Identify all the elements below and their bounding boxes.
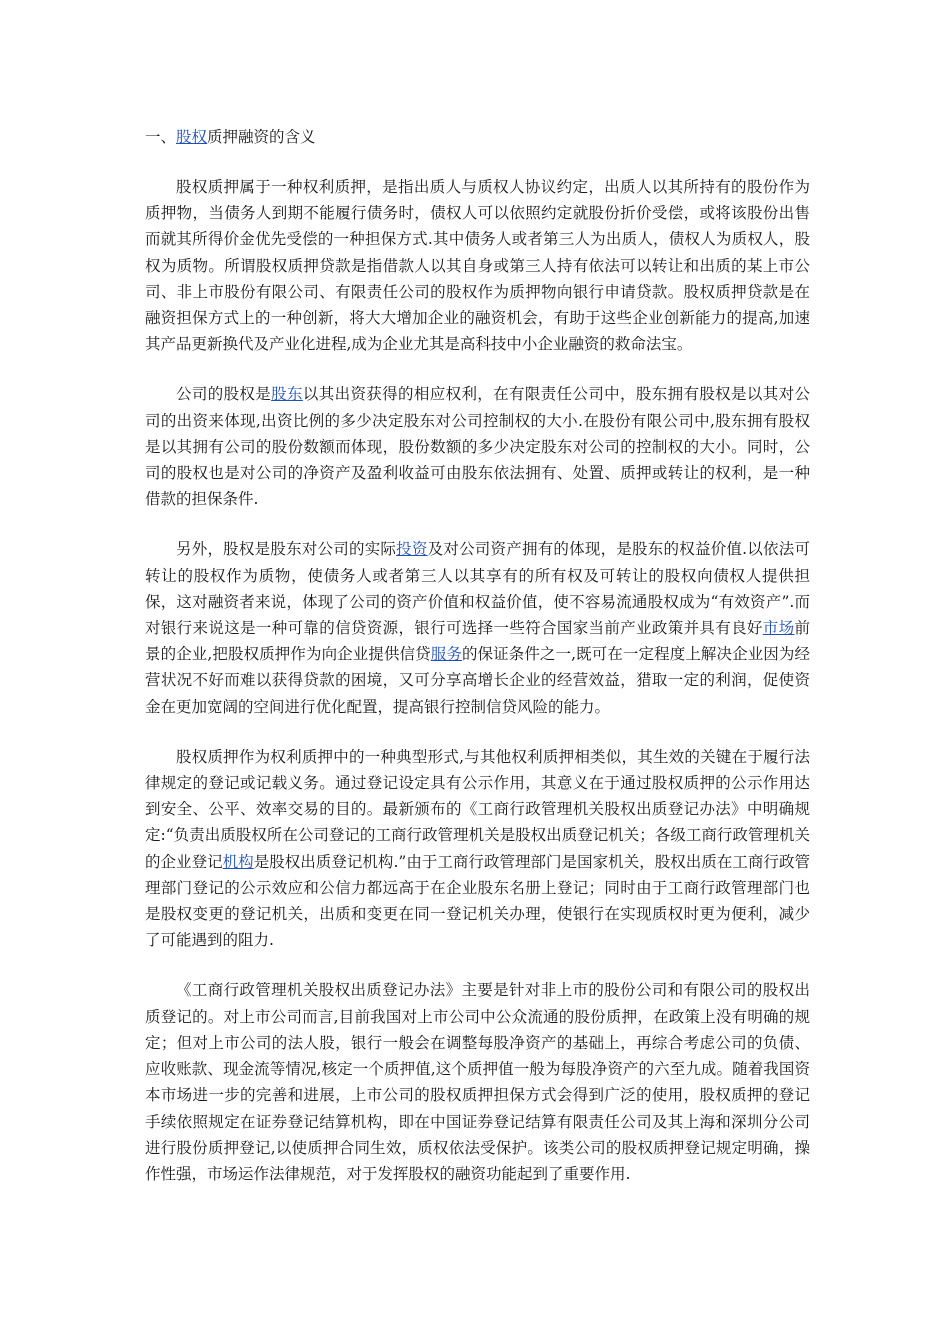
heading-suffix: 质押融资的含义 [207, 128, 316, 146]
paragraph-text: 股权质押作为权利质押中的一种典型形式,与其他权利质押相类似，其生效的关键在于履行法律规定的登记或记载义务。通过登记设定具有公示作用，其意义在于通过股权质押的公示作用达到安全、公平、效率交易的目的。最新颁布的《工商行政管理机关股权出质登记办法》中明确规定:“负责出质股权所在公司登记的工商行政管理机关是股权出质登记机关；各级工商行政管理机关的企业登记 [145, 747, 810, 871]
body-paragraph [145, 744, 810, 954]
inline-link[interactable]: 市场 [762, 619, 795, 638]
paragraph-text: 是股权出质登记机构.”由于工商行政管理部门是国家机关，股权出质在工商行政管理部门登记的公示效应和公信力都远高于在企业股东名册上登记；同时由于工商行政管理部门也是股权变更的登记机关，出质和变更在同一登记机关办理，使银行在实现质权时更为便利，减少了可能遇到的阻力. [145, 852, 810, 950]
paragraph-text: 股权质押属于一种权利质押，是指出质人与质权人协议约定，出质人以其所持有的股份作为质押物，当债务人到期不能履行债务时，债权人可以依照约定就股份折价受偿，或将该股份出售而就其所得价金优先受偿的一种担保方式.其中债务人或者第三人为出质人，债权人为质权人，股权为质物。所谓股权质押贷款是指借款人以其自身或第三人持有依法可以转让和出质的某上市公司、非上市股份有限公司、有限责任公司的股权作为质押物向银行申请贷款。股权质押贷款是在融资担保方式上的一种创新，将大大增加企业的融资机会，有助于这些企业创新能力的提高,加速其产品更新换代及产业化进程,成为企业尤其是高科技中小企业融资的救命法宝。 [145, 178, 810, 354]
paragraph-text: 前景的企业,把股权质押作为向企业提供信贷 [145, 619, 810, 664]
paragraph-text: 的保证条件之一,既可在一定程度上解决企业因为经营状况不好而难以获得贷款的困境，又可分享高增长企业的经营效益，猎取一定的利润，促使资金在更加宽阔的空间进行优化配置，提高银行控制信贷风险的能力。 [145, 645, 810, 716]
paragraph-text: 以其出资获得的相应权利，在有限责任公司中，股东拥有股权是以其对公司的出资来体现,出资比例的多少决定股东对公司控制权的大小.在股份有限公司中,股东拥有股权是以其拥有公司的股份数额而体现，股份数额的多少决定股东对公司的控制权的大小。同时，公司的股权也是对公司的净资产及盈利收益可由股东依法拥有、处置、质押或转让的权利，是一种借款的担保条件. [145, 385, 810, 509]
inline-link[interactable]: 服务 [430, 645, 462, 664]
paragraph-text: 《工商行政管理机关股权出质登记办法》主要是针对非上市的股份公司和有限公司的股权出质登记的。对上市公司而言,目前我国对上市公司中公众流通的股份质押，在政策上没有明确的规定；但对上市公司的法人股，银行一般会在调整每股净资产的基础上，再综合考虑公司的负债、应收账款、现金流等情况,核定一个质押值,这个质押值一般为每股净资产的六至九成。随着我国资本市场进一步的完善和进展，上市公司的股权质押担保方式会得到广泛的使用，股权质押的登记手续依照规定在证券登记结算机构，即在中国证券登记结算有限责任公司及其上海和深圳分公司进行股份质押登记,以使质押合同生效，质权依法受保护。该类公司的股权质押登记规定明确，操作性强，市场运作法律规范，对于发挥股权的融资功能起到了重要作用. [145, 981, 810, 1183]
paragraph-text: 公司的股权是 [176, 385, 272, 404]
inline-link[interactable]: 股东 [271, 385, 303, 404]
body-paragraph [145, 977, 810, 1187]
paragraph-text: 及对公司资产拥有的体现，是股东的权益价值.以依法可转让的股权作为质物，使债务人或者第三人以其享有的所有权及可转让的股权向债权人提供担保，这对融资者来说，体现了公司的资产价值和权益价值，使不容易流通股权成为“有效资产”.而对银行来说这是一种可靠的信贷资源，银行可选择一些符合国家当前产业政策并具有良好 [145, 540, 810, 638]
heading-prefix: 一、 [145, 128, 177, 146]
body-paragraph [145, 536, 810, 719]
section-heading [145, 124, 810, 150]
paragraph-text: 另外，股权是股东对公司的实际 [176, 540, 397, 559]
inline-link[interactable]: 机构 [222, 852, 254, 871]
inline-link[interactable]: 投资 [396, 540, 428, 559]
document-body [145, 174, 810, 1187]
body-paragraph [145, 381, 810, 512]
body-paragraph [145, 174, 810, 357]
document-page [145, 124, 810, 1211]
heading-link-equity[interactable]: 股权 [176, 128, 208, 146]
